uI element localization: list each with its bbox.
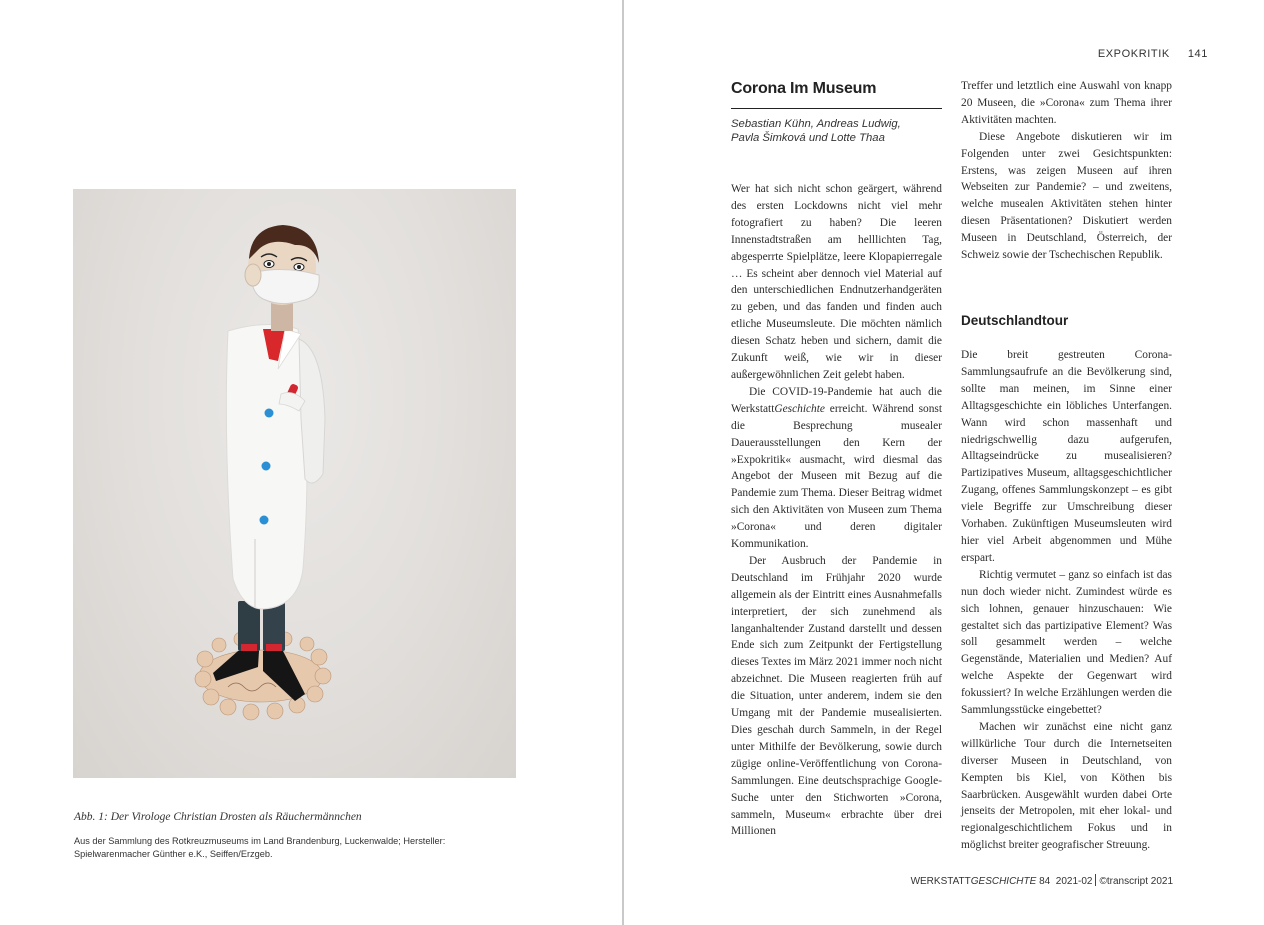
journal-year-issue: 2021-02 bbox=[1055, 876, 1093, 887]
text-column-1 bbox=[731, 181, 942, 840]
running-head-section: EXPOKRITIK bbox=[1097, 48, 1170, 60]
authors-line-1: Sebastian Kühn, Andreas Ludwig, bbox=[731, 118, 901, 130]
figure-caption-body: Aus der Sammlung des Rotkreuzmuseums im Land Brandenburg, Luckenwalde; Hersteller: Spielwarenmacher Günther e.K., Seiffen/Erzgeb. bbox=[74, 836, 446, 859]
article-title: Corona Im Museum bbox=[731, 80, 877, 97]
paragraph: Wer hat sich nicht schon geärgert, während des ersten Lockdowns nicht viel mehr fotografiert zu haben? Die leeren Innenstadtstraßen am helllichten Tag, abgesperrte Spielplätze, leere Klopapierregale … Es scheint aber dennoch viel Material auf den unterschiedlichen Endnutzerhandgeräten zu geben, und das fanden und finden auch etliche Museumsleute. Die möchten nämlich diesen Schatz heben und sichern, damit die Zukunft weiß, wie wir in dieser außergewöhnlichen Zeit gelebt haben. bbox=[731, 183, 942, 381]
paragraph: Der Ausbruch der Pandemie in Deutschland im Frühjahr 2020 wurde allgemein als der Eintritt eines Ausnahmefalls interpretiert, der sich zunehmend als langanhaltender Zustand darstellt und dessen Ende sich zum Zeitpunkt der Fertigstellung dieses Textes im März 2021 immer noch nicht abzeichnet. Die Museen reagierten früh auf die Situation, unter anderem, indem sie den Umgang mit der Pandemie musealisierten. Dies geschah durch Sammeln, in der Regel unter Mithilfe der Bevölkerung, sowie durch zügige online-Veröffentlichung von Corona-Sammlungen. Eine deutschsprachige Google-Suche unter den Stichworten »Corona, sammeln, Museum« erbrachte über drei Millionen bbox=[731, 554, 942, 838]
article-authors bbox=[731, 117, 943, 145]
text-column-2-bottom bbox=[961, 347, 1172, 854]
paragraph: Treffer und letztlich eine Auswahl von knapp 20 Museen, die »Corona« zum Thema ihrer Aktivitäten machten. bbox=[961, 80, 1172, 126]
figure-photo bbox=[73, 189, 516, 778]
coat-button bbox=[260, 516, 269, 525]
page-spine-divider bbox=[622, 0, 624, 925]
figure-caption-title: Abb. 1: Der Virologe Christian Drosten als Räuchermännchen bbox=[74, 811, 362, 823]
coat-button bbox=[262, 462, 271, 471]
journal-issue: 84 bbox=[1039, 876, 1051, 887]
copyright: ©transcript 2021 bbox=[1099, 876, 1173, 887]
section-heading: Deutschlandtour bbox=[961, 313, 1069, 328]
paragraph: Diese Angebote diskutieren wir im Folgenden unter zwei Gesichtspunkten: Erstens, was zeigen Museen auf ihren Webseiten zur Pandemie? – und zweitens, welche musealen Aktivitäten stehen hinter diesen Präsentationen? Diskutiert werden Museen in Deutschland, Österreich, der Schweiz sowie der Tschechischen Republik. bbox=[961, 130, 1172, 262]
journal-name-prefix: WERKSTATT bbox=[910, 876, 971, 887]
neck bbox=[271, 301, 293, 331]
paragraph: Die breit gestreuten Corona-Sammlungsaufrufe an die Bevölkerung sind, sollte man meinen, im Sinne einer Alltagsgeschichte ein löbliches Unterfangen. Wann wird schon massenhaft und niedrigschwellig dazu aufgerufen, Alltagseindrücke zu musealisieren? Partizipatives Museum, alltagsgeschichtlicher Zugang, offenes Sammlungskonzept – es gibt viele Begriffe zur Umschreibung dieser Vorhaben. Zukünftigen Museumsleuten wird hier viel Arbeit abgenommen und Mühe erspart. bbox=[961, 349, 1172, 564]
text-column-2-top bbox=[961, 78, 1172, 264]
footer-separator bbox=[1095, 874, 1096, 886]
paragraph: Die COVID-19-Pandemie hat auch die WerkstattGeschichte erreicht. Während sonst die Besprechung musealer Dauerausstellungen den Kern der »Expokritik« ausmacht, wird diesmal das Angebot der Museen mit Bezug auf die Pandemie zum Thema. Dieser Beitrag widmet sich den Aktivitäten von Museen zum Thema »Corona« und deren digitaler Kommunikation. bbox=[731, 385, 942, 551]
journal-name-suffix: GESCHICHTE bbox=[970, 876, 1037, 887]
page-number: 141 bbox=[1187, 48, 1208, 60]
title-rule bbox=[731, 108, 942, 109]
authors-line-2: Pavla Šimková und Lotte Thaa bbox=[731, 132, 885, 144]
figurine-illustration bbox=[73, 189, 516, 778]
paragraph: Machen wir zunächst eine nicht ganz willkürliche Tour durch die Internetseiten diverser Museen in Deutschland, von Kempten bis Kiel, von Köthen bis Saarbrücken. Ausgewählt wurden dabei Orte jenseits der Metropolen, mit eher lokal- und regionalgeschichtlichem Fokus und in möglichst breiter geografischer Streuung. bbox=[961, 720, 1172, 852]
paragraph: Richtig vermutet – ganz so einfach ist das nun doch wieder nicht. Zumindest würde es sich lohnen, genauer hinzuschauen: Wie gestaltet sich das partizipative Element? Was soll gesammelt werden – welche Gegenstände, Materialien und Medien? Auf welche Aspekte der Gegenwart wird fokussiert? In welche Erzählungen werden die Sammlungsstücke eingebettet? bbox=[961, 568, 1172, 717]
page-footer bbox=[870, 874, 1173, 887]
running-head bbox=[1080, 48, 1208, 60]
coat-button bbox=[265, 409, 274, 418]
